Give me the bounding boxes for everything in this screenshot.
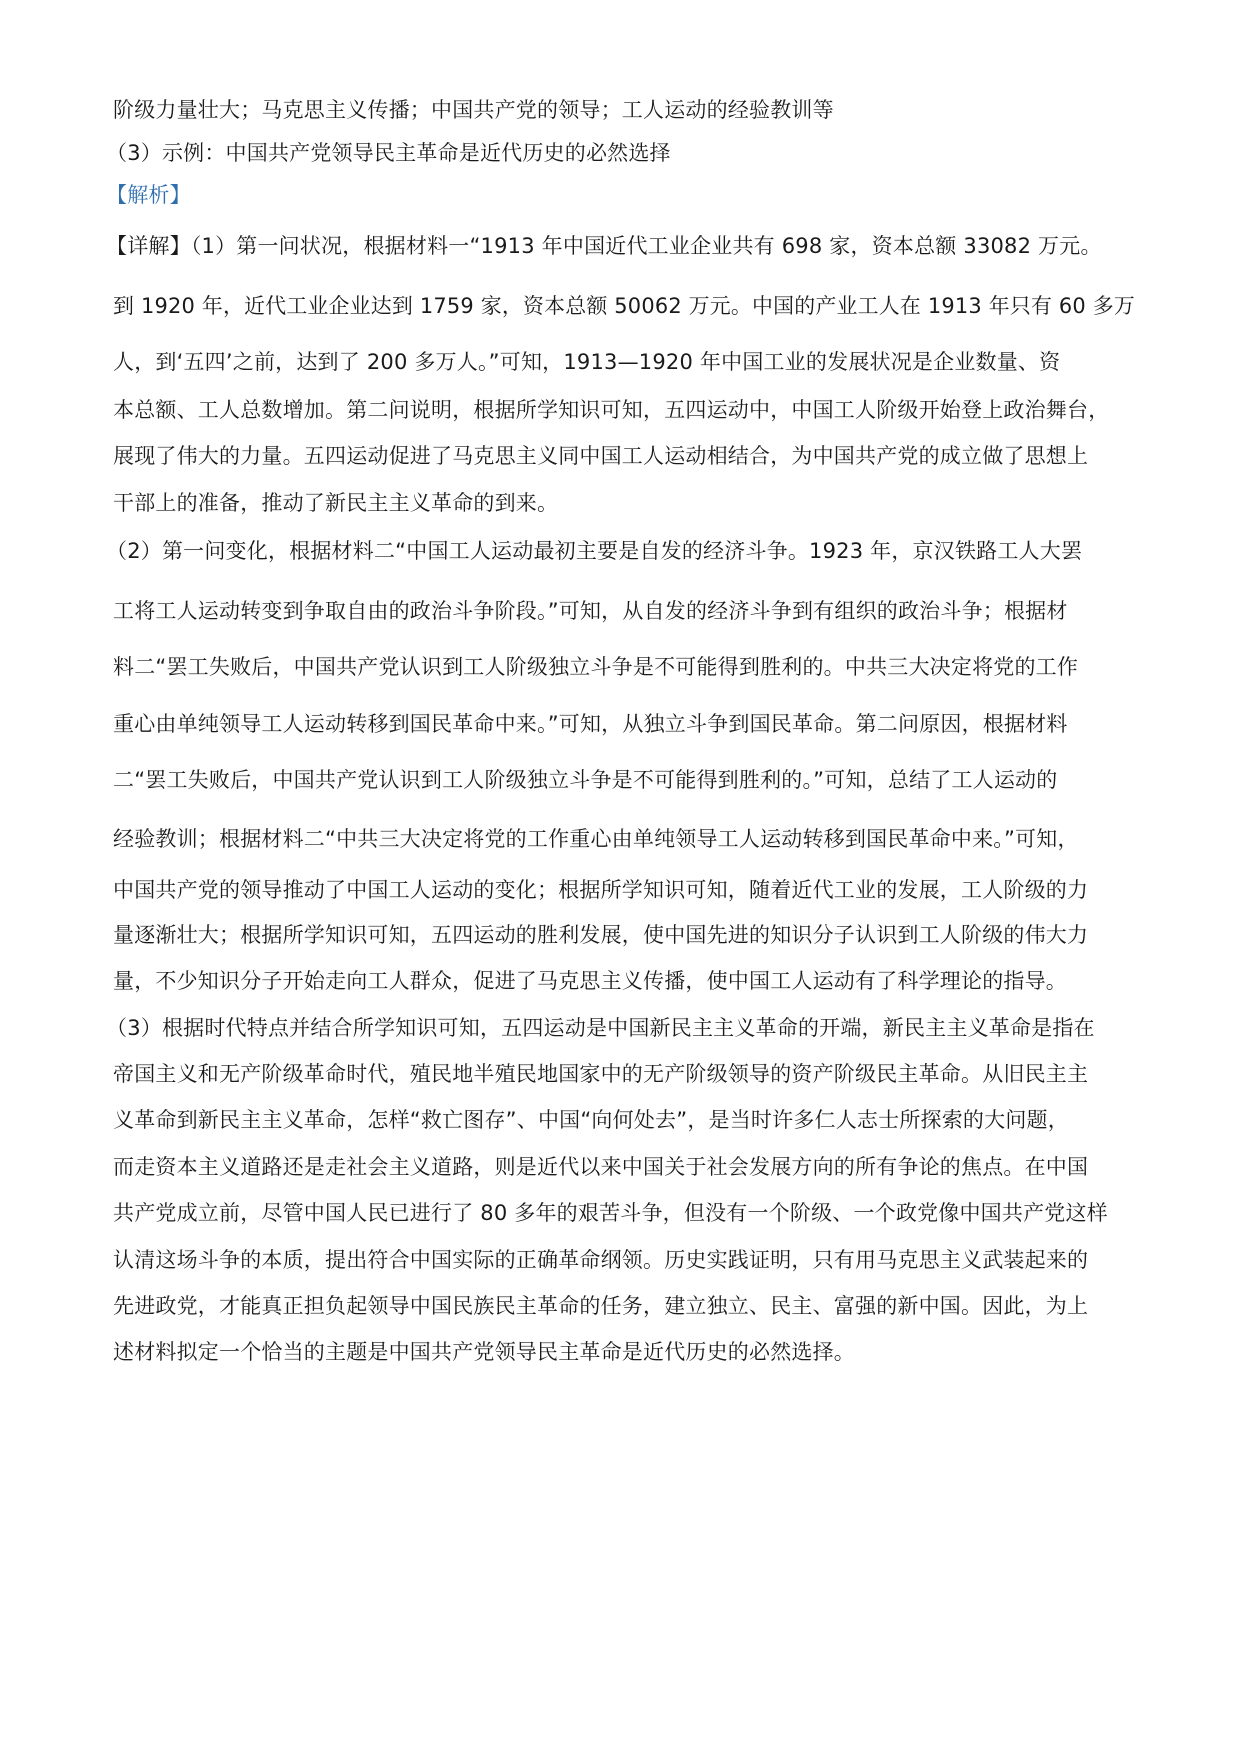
detail-line-2: 到 1920 年，近代工业企业达到 1759 家，资本总额 50062 万元。中国的产业工人在 1913 年只有 60 多万: [113, 294, 1136, 318]
answer-line-1: 阶级力量壮大；马克思主义传播；中国共产党的领导；工人运动的经验教训等: [113, 98, 834, 122]
detail-line-23: 述材料拟定一个恰当的主题是中国共产党领导民主革命是近代历史的必然选择。: [113, 1340, 855, 1364]
detail-text: （1）第一问状况，根据材料一“1913 年中国近代工业企业共有 698 家，资本总额 33082 万元。: [190, 234, 1102, 258]
detail-line-6: 干部上的准备，推动了新民主主义革命的到来。: [113, 491, 559, 515]
detail-line-10: 重心由单纯领导工人运动转移到国民革命中来。”可知，从独立斗争到国民革命。第二问原因，根据材料: [113, 712, 1068, 736]
detail-line-11: 二“罢工失败后，中国共产党认识到工人阶级独立斗争是不可能得到胜利的。”可知，总结了工人运动的: [113, 768, 1058, 792]
detail-line-22: 先进政党，才能真正担负起领导中国民族民主革命的任务，建立独立、民主、富强的新中国。因此，为上: [113, 1294, 1089, 1318]
answer-line-2: （3）示例：中国共产党领导民主革命是近代历史的必然选择: [106, 141, 671, 165]
detail-line-14: 量逐渐壮大；根据所学知识可知，五四运动的胜利发展，使中国先进的知识分子认识到工人阶级的伟大力: [113, 923, 1089, 947]
detail-line-20: 共产党成立前，尽管中国人民已进行了 80 多年的艰苦斗争，但没有一个阶级、一个政党像中国共产党这样: [113, 1201, 1108, 1225]
detail-line-7: （2）第一问变化，根据材料二“中国工人运动最初主要是自发的经济斗争。1923 年，京汉铁路工人大罢: [106, 539, 1083, 563]
detail-line-19: 而走资本主义道路还是走社会主义道路，则是近代以来中国关于社会发展方向的所有争论的焦点。在中国: [113, 1155, 1089, 1179]
detail-line-4: 本总额、工人总数增加。第二问说明，根据所学知识可知，五四运动中，中国工人阶级开始登上政治舞台，: [113, 398, 1110, 422]
detail-line-8: 工将工人运动转变到争取自由的政治斗争阶段。”可知，从自发的经济斗争到有组织的政治斗争；根据材: [113, 599, 1068, 623]
analysis-label: 【解析】: [106, 183, 191, 207]
detail-line-9: 料二“罢工失败后，中国共产党认识到工人阶级独立斗争是不可能得到胜利的。中共三大决定将党的工作: [113, 655, 1079, 679]
detail-line-21: 认清这场斗争的本质，提出符合中国实际的正确革命纲领。历史实践证明，只有用马克思主义武装起来的: [113, 1248, 1089, 1272]
detail-line-12: 经验教训；根据材料二“中共三大决定将党的工作重心由单纯领导工人运动转移到国民革命中来。”可知，: [113, 827, 1079, 851]
detail-line-15: 量，不少知识分子开始走向工人群众，促进了马克思主义传播，使中国工人运动有了科学理论的指导。: [113, 969, 1067, 993]
detail-line-1: [106, 232, 1102, 260]
detail-line-17: 帝国主义和无产阶级革命时代，殖民地半殖民地国家中的无产阶级领导的资产阶级民主革命。从旧民主主: [113, 1062, 1089, 1086]
detail-label: 【详解】: [106, 234, 191, 258]
detail-line-18: 义革命到新民主主义革命，怎样“救亡图存”、中国“向何处去”，是当时许多仁人志士所探索的大问题，: [113, 1108, 1069, 1132]
detail-line-5: 展现了伟大的力量。五四运动促进了马克思主义同中国工人运动相结合，为中国共产党的成立做了思想上: [113, 444, 1089, 468]
detail-line-13: 中国共产党的领导推动了中国工人运动的变化；根据所学知识可知，随着近代工业的发展，工人阶级的力: [113, 878, 1089, 902]
detail-line-3: 人，到‘五四’之前，达到了 200 多万人。”可知，1913—1920 年中国工业的发展状况是企业数量、资: [113, 350, 1061, 374]
detail-line-16: （3）根据时代特点并结合所学知识可知，五四运动是中国新民主主义革命的开端，新民主主义革命是指在: [106, 1016, 1095, 1040]
